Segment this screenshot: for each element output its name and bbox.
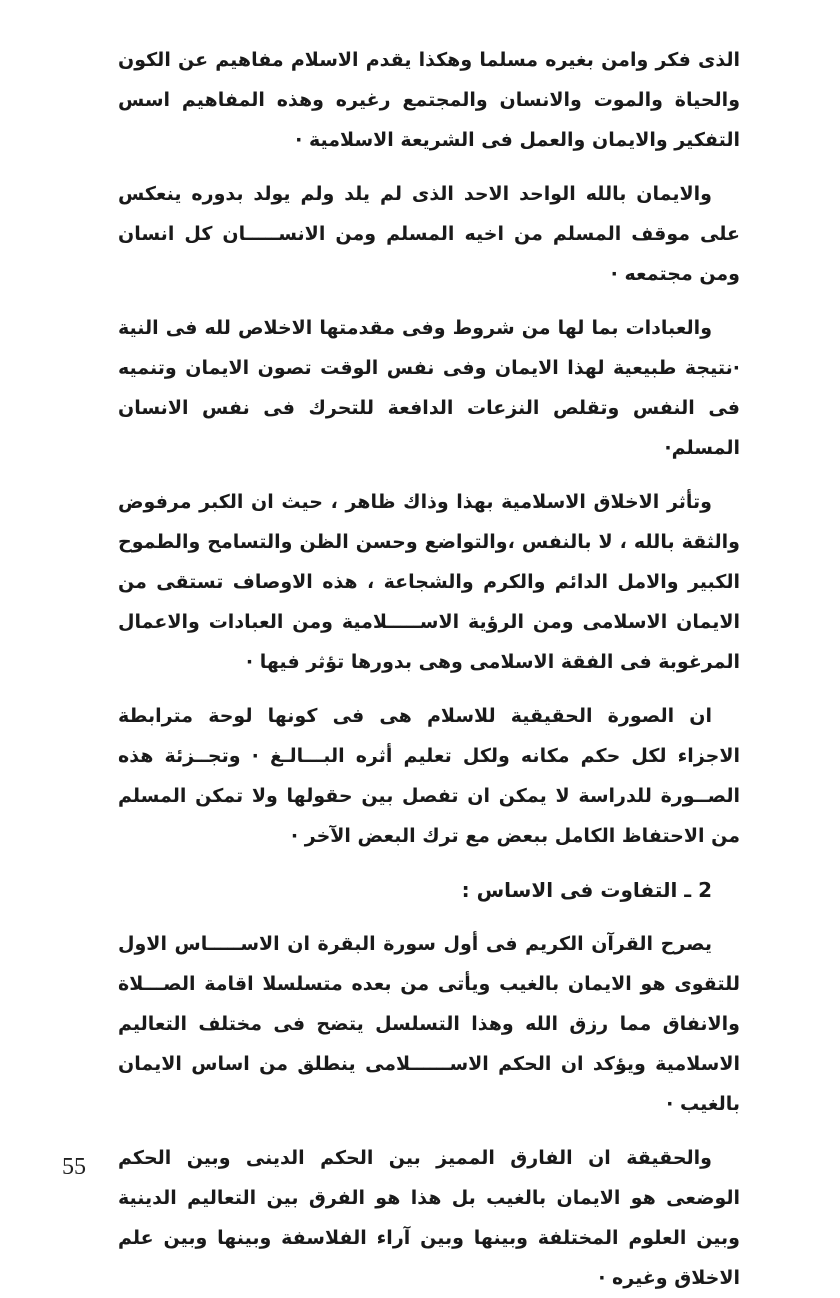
paragraph-2: والايمان بالله الواحد الاحد الذى لم يلد ولم يولد بدوره ينعكس على موقف المسلم من اخيه المسلم ومن الانســـــان كل انسان ومن مجتمعه · (118, 183, 740, 285)
paragraph-gap (118, 468, 740, 482)
paragraph-gap (118, 1124, 740, 1138)
paragraph-gap (118, 856, 740, 870)
paragraph-gap (118, 910, 740, 924)
paragraph-1: الذى فكر وامن بغيره مسلما وهكذا يقدم الاسلام مفاهيم عن الكون والحياة والموت والانسان والمجتمع رغيره وهذه المفاهيم اسس التفكير والايمان والعمل فى الشريعة الاسلامية · (118, 49, 740, 151)
section-paragraph-2: والحقيقة ان الفارق المميز بين الحكم الدينى وبين الحكم الوضعى هو الايمان بالغيب بل هذا هو الفرق بين التعاليم الدينية وبين العلوم المختلفة وبينها وبين آراء الفلاسفة وبينها وبين علم الاخلاق وغيره · (118, 1147, 740, 1289)
paragraph-gap (118, 294, 740, 308)
paragraph-gap (118, 160, 740, 174)
page-number: 55 (62, 1154, 86, 1180)
page-body (118, 40, 740, 1289)
paragraph-gap (118, 682, 740, 696)
section-paragraph-1: يصرح القرآن الكريم فى أول سورة البقرة ان الاســـــاس الاول للتقوى هو الايمان بالغيب ويأتى من بعده متسلسلا اقامة الصـــلاة والانفاق مما رزق الله وهذا التسلسل يتضح فى مختلف التعاليم الاسلامية ويؤكد ان الحكم الاســــــلامى ينطلق من اساس الايمان بالغيب · (118, 933, 740, 1115)
paragraph-3: والعبادات بما لها من شروط وفى مقدمتها الاخلاص لله فى النية ·نتيجة طبيعية لهذا الايمان وفى نفس الوقت تصون الايمان وتنميه فى النفس وتقلص النزعات الدافعة للتحرك فى نفس الانسان المسلم· (118, 317, 740, 459)
paragraph-5: ان الصورة الحقيقية للاسلام هى فى كونها لوحة مترابطة الاجزاء لكل حكم مكانه ولكل تعليم أثره البـــالـغ · وتجــزئة هذه الصــورة للدراسة لا يمكن ان تفصل بين حقولها ولا تمكن المسلم من الاحتفاظ الكامل ببعض مع ترك البعض الآخر · (118, 705, 740, 847)
paragraph-4: وتأثر الاخلاق الاسلامية بهذا وذاك ظاهر ، حيث ان الكبر مرفوض والثقة بالله ، لا بالنفس ،والتواضع وحسن الظن والتسامح والطموح الكبير والامل الدائم والكرم والشجاعة ، هذه الاوصاف تستقى من الايمان الاسلامى ومن الرؤية الاســـــلامية ومن العبادات والاعمال المرغوبة فى الفقة الاسلامى وهى بدورها تؤثر فيها · (118, 491, 740, 673)
section-heading: 2 ـ التفاوت فى الاساس : (461, 878, 712, 902)
